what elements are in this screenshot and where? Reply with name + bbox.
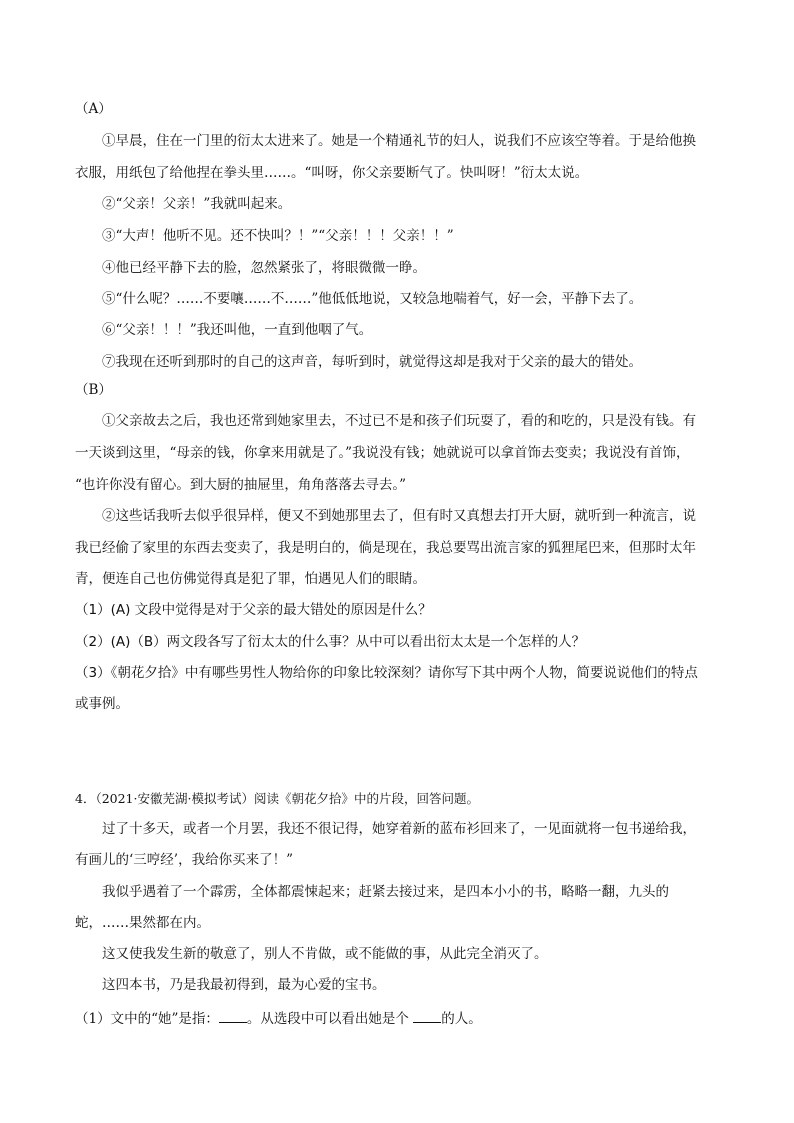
- section-a-paragraph-5: ⑤“什么呢？……不要嚷……不……”他低低地说，又较急地喘着气，好一会，平静下去了。: [102, 291, 643, 307]
- section-b-paragraph-2-line-2: 我已经偷了家里的东西去变卖了，我是明白的，倘是现在，我总要骂出流言家的狐狸尾巴来，但那时太年: [75, 540, 696, 556]
- section-a-label: （A）: [75, 101, 112, 117]
- question-4-1-text-part-3: 的人。: [441, 1011, 482, 1027]
- question-4-1-text-part-1: （1）文中的“她”是指：: [75, 1011, 219, 1027]
- question-4-1: [75, 1008, 725, 1029]
- problem-4-paragraph-4: 这四本书，乃是我最初得到，最为心爱的宝书。: [102, 977, 386, 993]
- section-b-paragraph-2-line-1: ②这些话我听去似乎很异样，便又不到她那里去了，但有时又真想去打开大厨，就听到一种流言，说: [102, 508, 696, 524]
- section-a-paragraph-7: ⑦我现在还听到那时的自己的这声音，每听到时，就觉得这却是我对于父亲的最大的错处。: [102, 354, 642, 370]
- section-a-paragraph-1-line-1: ①早晨，住在一门里的衍太太进来了。她是一个精通礼节的妇人，说我们不应该空等着。于是给他换: [102, 133, 696, 149]
- question-3-2: （2）(A)（B）两文段各写了衍太太的什么事？从中可以看出衍太太是一个怎样的人？: [75, 634, 586, 650]
- problem-4-paragraph-1-line-2: 有画儿的‘三哼经’，我给你买来了！”: [75, 852, 293, 868]
- problem-4-paragraph-1-line-1: 过了十多天，或者一个月罢，我还不很记得，她穿着新的蓝布衫回来了，一见面就将一包书递给我，: [102, 821, 696, 837]
- section-b-paragraph-2-line-3: 青，便连自己也仿佛觉得真是犯了罪，怕遇见人们的眼睛。: [75, 571, 426, 587]
- section-b-paragraph-1-line-1: ①父亲故去之后，我也还常到她家里去，不过已不是和孩子们玩耍了，看的和吃的，只是没有钱。有: [102, 413, 696, 429]
- answer-blank-1[interactable]: [219, 1008, 247, 1023]
- section-b-paragraph-1-line-2: 一天谈到这里，“母亲的钱，你拿来用就是了。”我说没有钱；她就说可以拿首饰去变卖；我说没有首饰，: [75, 445, 690, 461]
- section-a-paragraph-1-line-2: 衣服，用纸包了给他捏在拳头里……。“叫呀，你父亲要断气了。快叫呀！”衍太太说。: [75, 165, 589, 181]
- section-a-paragraph-6: ⑥“父亲！！！”我还叫他，一直到他咽了气。: [102, 322, 373, 338]
- answer-blank-2[interactable]: [413, 1008, 441, 1023]
- question-3-3-line-2: 或事例。: [75, 696, 129, 712]
- question-3-3-line-1: （3）《朝花夕拾》中有哪些男性人物给你的印象比较深刻？请你写下其中两个人物，简要说说他们的特点: [75, 665, 698, 681]
- problem-4-paragraph-3: 这又使我发生新的敬意了，别人不肯做，或不能做的事，从此完全消灭了。: [102, 946, 548, 962]
- section-b-label: （B）: [75, 382, 112, 398]
- problem-4-paragraph-2-line-2: 蛇，……果然都在内。: [75, 915, 210, 931]
- section-a-paragraph-2: ②“父亲！父亲！”我就叫起来。: [102, 196, 292, 212]
- question-4-1-text-part-2: 。从选段中可以看出她是个: [246, 1011, 414, 1027]
- problem-4-paragraph-2-line-1: 我似乎遇着了一个霹雳，全体都震悚起来；赶紧去接过来，是四本小小的书，略略一翻，九头的: [102, 884, 669, 900]
- section-b-paragraph-1-line-3: “也许你没有留心。到大厨的抽屉里，角角落落去寻去。”: [75, 477, 407, 493]
- section-a-paragraph-3: ③“大声！他听不见。还不快叫？！”“父亲！！！父亲！！”: [102, 228, 454, 244]
- problem-4-header: 4．（2021·安徽芜湖·模拟考试）阅读《朝花夕拾》中的片段，回答问题。: [75, 791, 479, 806]
- section-a-paragraph-4: ④他已经平静下去的脸，忽然紧张了，将眼微微一睁。: [102, 260, 426, 276]
- question-3-1: （1）(A) 文段中觉得是对于父亲的最大错处的原因是什么？: [75, 602, 432, 618]
